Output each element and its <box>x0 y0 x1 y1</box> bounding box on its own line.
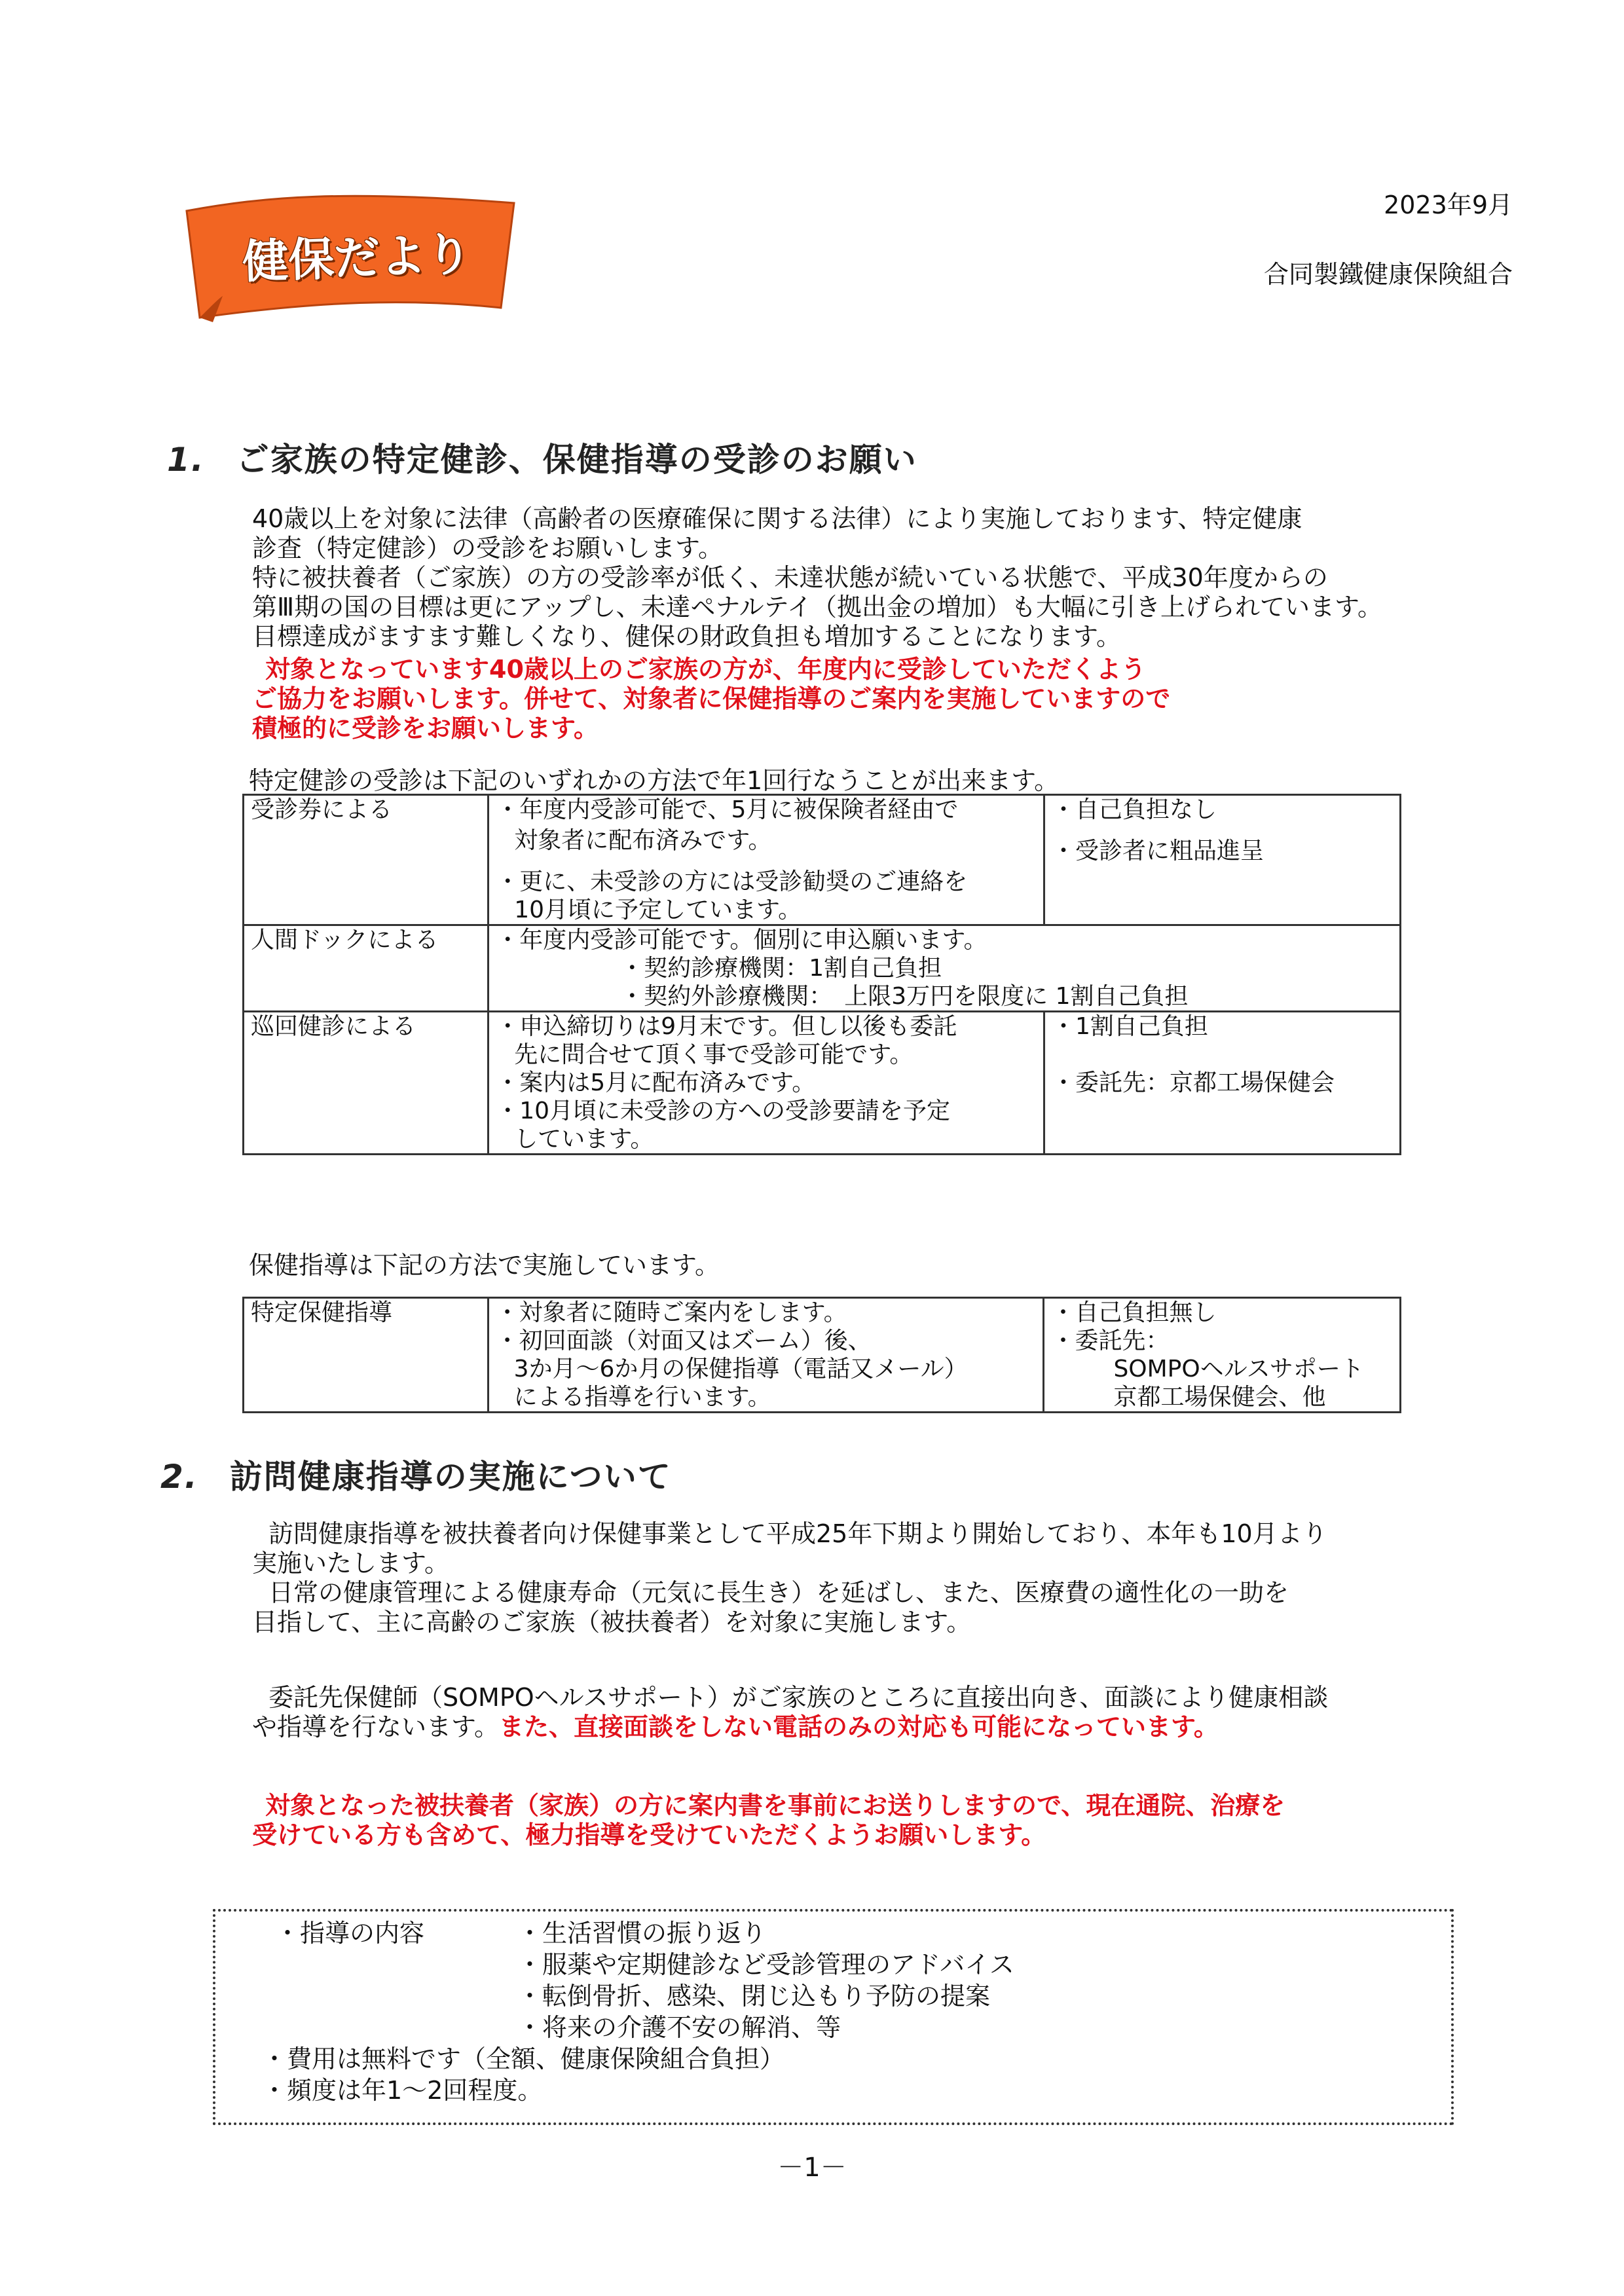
detail-line: ・更に、未受診の方には受診勧奨のご連絡を <box>496 868 968 895</box>
section2-paragraph-line: 目指して、主に高齢のご家族（被扶養者）を対象に実施します。 <box>252 1608 972 1637</box>
detail-line: ・申込締切りは9月末です。但し以後も委託 <box>496 1013 957 1040</box>
detail-line: 3か月～6か月の保健指導（電話又メール） <box>513 1356 968 1382</box>
details-cell <box>489 795 1044 925</box>
detail-line: ・案内は5月に配布済みです。 <box>496 1069 816 1096</box>
detail-line: ・初回面談（対面又はズーム）後、 <box>495 1327 872 1354</box>
note-line: ・自己負担なし <box>1052 796 1217 823</box>
details-cell <box>488 1298 1044 1413</box>
detail-line: ・10月頃に未受診の方への受診要請を予定 <box>496 1098 951 1124</box>
section1-red-notice-line: ご協力をお願いします。併せて、対象者に保健指導のご案内を実施していますので <box>252 684 1171 713</box>
section2-text-red: また、直接面談をしない電話のみの対応も可能になっています。 <box>498 1713 1219 1741</box>
table2-intro: 保健指導は下記の方法で実施しています。 <box>249 1251 720 1280</box>
page-number: －1－ <box>777 2153 847 2183</box>
note-line: ・委託先：京都工場保健会 <box>1052 1069 1335 1096</box>
notes-cell <box>1044 1012 1401 1155</box>
table-row <box>244 1298 1401 1413</box>
note-line: ・委託先： <box>1051 1327 1170 1354</box>
table-row <box>244 925 1401 1012</box>
detail-line: 先に問合せて頂く事で受診可能です。 <box>514 1041 913 1068</box>
section2-red-notice-line: 受けている方も含めて、極力指導を受けていただくようお願いします。 <box>252 1821 1046 1849</box>
section1-number: 1. <box>167 441 205 479</box>
section2-heading <box>160 1451 672 1498</box>
note-line: ・受診者に粗品進呈 <box>1052 838 1264 864</box>
section2-text-black: や指導を行ないます。 <box>252 1713 499 1741</box>
issue-date: 2023年9月 <box>1384 191 1513 219</box>
section1-paragraph-line: 第Ⅲ期の国の目標は更にアップし、未達ペナルテイ（拠出金の増加）も大幅に引き上げられています。 <box>252 593 1382 621</box>
checkup-methods-table <box>242 794 1401 1155</box>
detail-line: ・対象者に随時ご案内をします。 <box>495 1299 847 1326</box>
details-cell <box>489 1012 1044 1155</box>
detail-line: による指導を行います。 <box>513 1384 771 1411</box>
section1-paragraph-line: 40歳以上を対象に法律（高齢者の医療確保に関する法律）により実施しております、特定健康 <box>252 504 1302 533</box>
method-cell: 特定保健指導 <box>244 1298 489 1413</box>
method-cell: 巡回健診による <box>244 1012 489 1155</box>
method-cell: 受診券による <box>244 795 489 925</box>
box-item: ・転倒骨折、感染、閉じ込もり予防の提案 <box>517 1982 991 2010</box>
table-row <box>244 795 1401 925</box>
note-line: ・1割自己負担 <box>1052 1013 1208 1040</box>
table1-intro: 特定健診の受診は下記のいずれかの方法で年1回行なうことが出来ます。 <box>249 766 1060 795</box>
note-line: ・自己負担無し <box>1051 1299 1217 1326</box>
details-cell <box>489 925 1401 1012</box>
box-item: ・服薬や定期健診など受診管理のアドバイス <box>517 1950 1014 1979</box>
section2-paragraph-line <box>252 1713 1219 1742</box>
banner-title: 健保だより <box>241 227 473 289</box>
section1-title: ご家族の特定健診、保健指導の受診のお願い <box>236 441 917 479</box>
detail-line: ・契約外診療機関： 上限3万円を限度に 1割自己負担 <box>620 983 1189 1010</box>
section2-number: 2. <box>160 1458 198 1496</box>
section1-paragraph-line: 診査（特定健診）の受診をお願いします。 <box>252 534 723 563</box>
section1-paragraph-line: 目標達成がますます難しくなり、健保の財政負担も増加することになります。 <box>252 622 1121 651</box>
box-item: ・生活習慣の振り返り <box>517 1919 767 1948</box>
detail-line: ・年度内受診可能です。個別に申込願います。 <box>496 927 987 954</box>
notes-cell <box>1044 795 1401 925</box>
section2-paragraph-line: 委託先保健師（SOMPOヘルスサポート）がご家族のところに直接出向き、面談により健康相談 <box>268 1683 1329 1712</box>
newsletter-banner <box>174 183 527 327</box>
section1-paragraph-line: 特に被扶養者（ご家族）の方の受診率が低く、未達状態が続いている状態で、平成30年度からの <box>252 563 1328 592</box>
notes-cell <box>1044 1298 1401 1413</box>
health-guidance-table <box>242 1297 1401 1413</box>
note-line: SOMPOヘルスサポート <box>1113 1356 1364 1382</box>
method-cell: 人間ドックによる <box>244 925 489 1012</box>
detail-line: ・年度内受診可能で、5月に被保険者経由で <box>496 796 959 823</box>
section1-red-notice-line: 対象となっています40歳以上のご家族の方が、年度内に受診していただくよう <box>265 655 1146 684</box>
detail-line: ・契約診療機関：1割自己負担 <box>620 955 942 982</box>
table-row <box>244 1012 1401 1155</box>
organization-name: 合同製鐵健康保険組合 <box>1263 260 1513 289</box>
section2-paragraph-line: 日常の健康管理による健康寿命（元気に長生き）を延ばし、また、医療費の適性化の一助を <box>268 1578 1289 1607</box>
section2-title: 訪問健康指導の実施について <box>229 1458 672 1496</box>
section2-red-notice-line: 対象となった被扶養者（家族）の方に案内書を事前にお送りしますので、現在通院、治療を <box>265 1791 1285 1820</box>
section2-paragraph-line: 実施いたします。 <box>252 1549 449 1578</box>
detail-line: 対象者に配布済みです。 <box>514 827 772 854</box>
section1-heading <box>167 434 917 481</box>
detail-line: しています。 <box>514 1126 654 1153</box>
box-frequency: ・頻度は年1～2回程度。 <box>262 2076 543 2105</box>
section1-red-notice-line: 積極的に受診をお願いします。 <box>252 714 599 743</box>
box-cost: ・費用は無料です（全額、健康保険組合負担） <box>262 2045 785 2073</box>
box-item: ・将来の介護不安の解消、等 <box>517 2013 841 2042</box>
section2-paragraph-line: 訪問健康指導を被扶養者向け保健事業として平成25年下期より開始しており、本年も10月より <box>268 1519 1327 1548</box>
detail-line: 10月頃に予定しています。 <box>514 897 802 923</box>
box-label: ・指導の内容 <box>275 1919 425 1948</box>
note-line: 京都工場保健会、他 <box>1113 1384 1326 1411</box>
